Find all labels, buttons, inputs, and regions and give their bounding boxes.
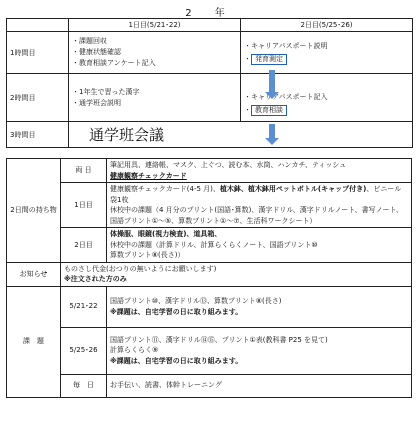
list-item: ・ 1年生で習った漢字 xyxy=(72,87,237,98)
hw1-line1: 国語プリント⑩、漢字ドリル⑬、算数プリント⑧(長さ) xyxy=(110,297,282,305)
hw3-label: 毎 日 xyxy=(61,374,107,397)
period-2-day1 xyxy=(69,74,241,122)
hw2-line3: ※課題は、自宅学習の日に取り組みます。 xyxy=(110,356,243,365)
list-item: ・ 通学班会説明 xyxy=(72,98,237,109)
day2-line3: 算数プリント⑧(長さ)） xyxy=(110,251,185,259)
notice-line2: ※注文された方のみ xyxy=(64,275,127,283)
day1-line1-a: 健康観察チェックカード(4-5 月)、 xyxy=(110,185,220,193)
list-item: ・ キャリアパスポート記入 xyxy=(244,92,409,103)
period-2-label: 2時間目 xyxy=(7,74,69,122)
day1-label: 1日目 xyxy=(61,183,107,228)
hw1-content xyxy=(107,286,412,327)
boxed-item-education-consultation: 教育相談 xyxy=(251,105,287,116)
hw3-content xyxy=(107,374,412,397)
hw2-line2: 計算らくらく⑨ xyxy=(110,346,159,355)
day2-line1: 体操服、眼鏡(視力検査)、道具箱、 xyxy=(110,230,222,238)
schedule-table xyxy=(6,18,413,148)
hw2-line1: 国語プリント⑪、漢字ドリル⑭⑮、プリント①表(教科書 P25 を見て) xyxy=(110,335,328,344)
day1-items xyxy=(107,183,412,228)
day1-line1-b: 植木鉢、植木鉢用ペットボトル(キャップ付き) xyxy=(219,185,367,193)
period-3-label: 3時間目 xyxy=(7,122,69,148)
list-item: ・ 教育相談アンケート記入 xyxy=(72,58,237,69)
list-item: ・ キャリアパスポート説明 xyxy=(244,41,409,52)
hw2-label: 5/25･26 xyxy=(61,327,107,374)
day2-header: 2日目(5/25･26) xyxy=(241,19,413,32)
notice-line1: ものさし代金(おつりの無いようにお願いします) xyxy=(64,264,217,273)
period-2-day2: ・ キャリアパスポート記入 ・ 教育相談 xyxy=(241,74,413,122)
both-days-text: 筆記用具、連絡帳、マスク、上ぐつ、読む本、水筒、ハンカチ、ティッシュ xyxy=(110,161,347,169)
notice-content xyxy=(61,262,412,286)
day1-header: 1日目(5/21･22) xyxy=(69,19,241,32)
notice-label: お知らせ xyxy=(7,262,61,286)
day1-line2: 休校中の課題（4 月分のプリント(国語･算数)、漢字ドリル、漢字ドリルノート、書写ノート、国語プリント①～⑤、算数プリント①～⑦、生活科ワークシート） xyxy=(110,206,403,225)
period-1-day2: ・ キャリアパスポート説明 ・ 発育測定 xyxy=(241,32,413,74)
info-table xyxy=(6,158,412,398)
list-item: ・ 健康状態確認 xyxy=(72,47,237,58)
hw2-content xyxy=(107,327,412,374)
schedule-corner-cell xyxy=(7,19,69,32)
day1-line1-c: 、ビニール袋1枚 xyxy=(110,185,402,204)
belongings-label: 2日間の持ち物 xyxy=(7,159,61,263)
page-title: 2 年 xyxy=(185,8,235,19)
list-item: ・ 課題回収 xyxy=(72,36,237,47)
day2-label: 2日目 xyxy=(61,228,107,263)
period-1-day1 xyxy=(69,32,241,74)
boxed-item-growth-measurement: 発育測定 xyxy=(251,54,287,65)
both-days-label: 両 日 xyxy=(61,159,107,183)
day2-items xyxy=(107,228,412,263)
commuting-group-meeting: 通学班会議 xyxy=(69,122,413,148)
hw3-line1: お手伝い、読書、体幹トレーニング xyxy=(110,381,222,390)
hw1-label: 5/21･22 xyxy=(61,286,107,327)
hw1-line2: ※課題は、自宅学習の日に取り組みます。 xyxy=(110,307,243,316)
health-check-card-text: 健康観察チェックカード xyxy=(110,171,187,180)
homework-label: 課 題 xyxy=(7,286,61,397)
period-1-label: 1時間目 xyxy=(7,32,69,74)
day2-line2: 休校中の課題（計算ドリル、計算らくらくノート、国語プリント⑩ xyxy=(110,240,318,249)
both-days-items xyxy=(107,159,412,183)
